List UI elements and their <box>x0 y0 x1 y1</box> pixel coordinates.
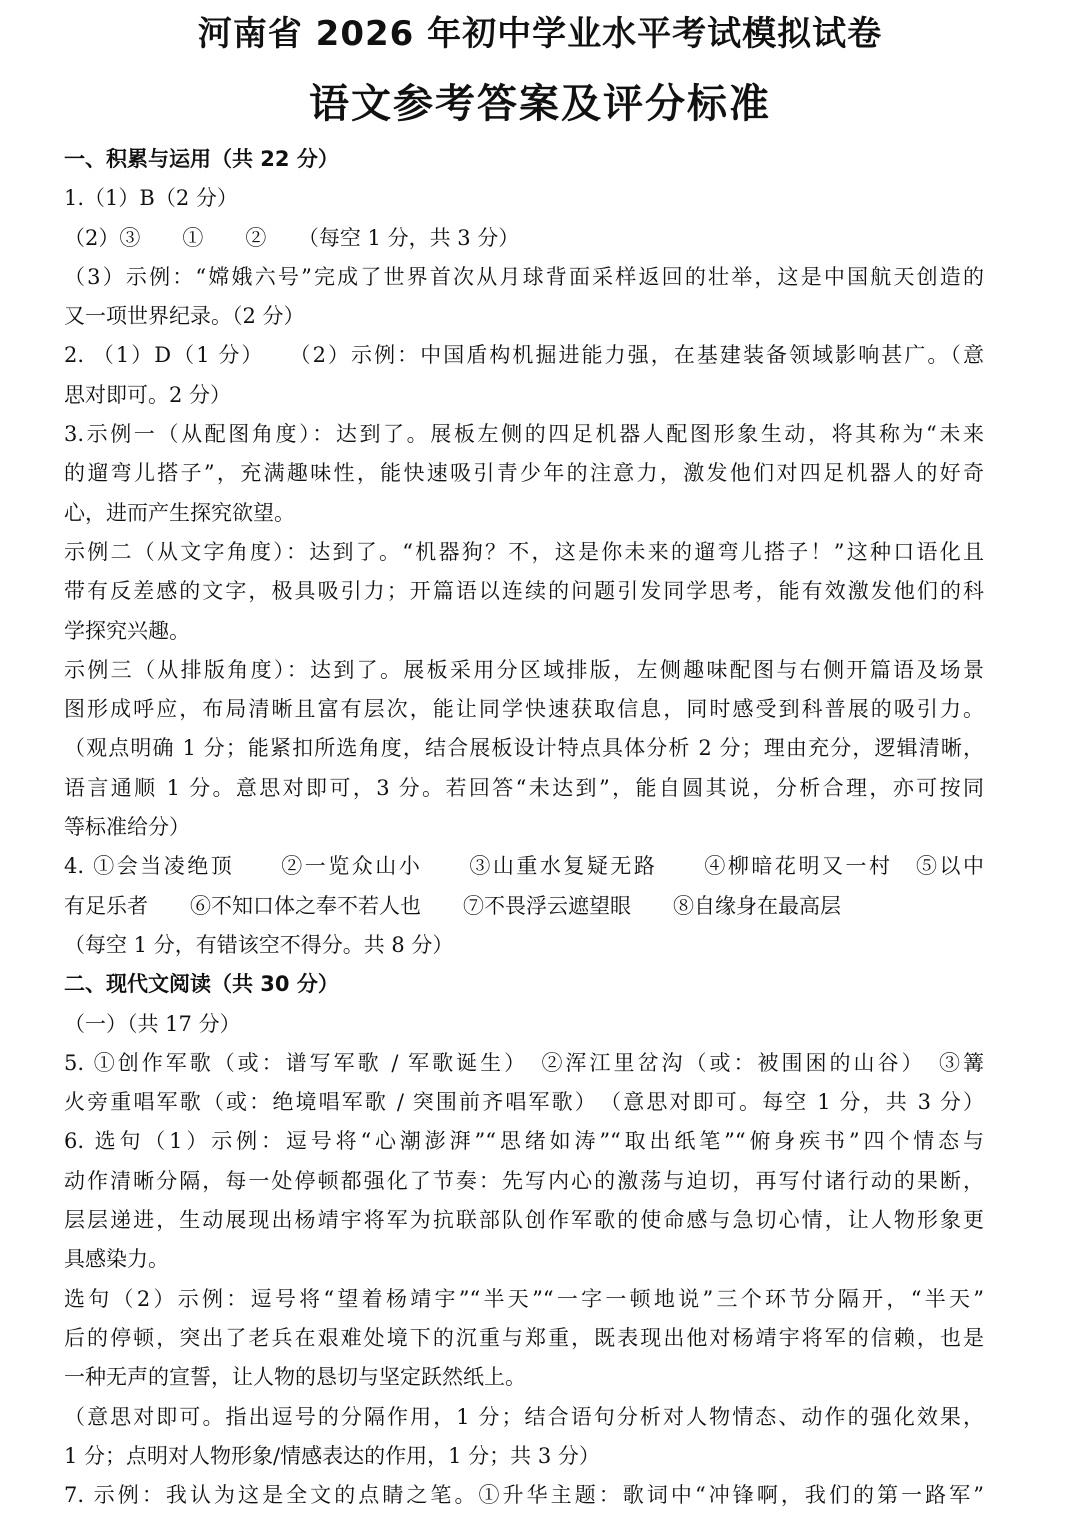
answer-line: （一）（共 17 分） <box>64 1011 241 1036</box>
answer-line: 6. 选句（1）示例：逗号将“心潮澎湃”“思绪如涛”“取出纸笔”“俯身疾书”四个情态与 <box>64 1129 984 1154</box>
answer-line: （观点明确 1 分；能紧扣所选角度，结合展板设计特点具体分析 2 分；理由充分，逻辑清晰， <box>64 736 984 761</box>
answer-line: （2）③ ① ② （每空 1 分，共 3 分） <box>64 225 520 250</box>
answer-line: 选句（2）示例：逗号将“望着杨靖宇”“半天”“一字一顿地说”三个环节分隔开，“半天” <box>64 1286 984 1311</box>
section-heading: 二、现代文阅读（共 30 分） <box>64 972 339 997</box>
answer-line: 2. （1）D（1 分） （2）示例：中国盾构机掘进能力强，在基建装备领域影响甚广。（意 <box>64 343 984 368</box>
answer-content <box>64 140 984 1515</box>
answer-line: 后的停顿，突出了老兵在艰难处境下的沉重与郑重，既表现出他对杨靖宇将军的信赖，也是 <box>64 1325 984 1350</box>
answer-line: 示例三（从排版角度）：达到了。展板采用分区域排版，左侧趣味配图与右侧开篇语及场景 <box>64 657 984 682</box>
answer-line: 语言通顺 1 分。意思对即可，3 分。若回答“未达到”，能自圆其说，分析合理，亦可按同 <box>64 775 984 800</box>
answer-line: 带有反差感的文字，极具吸引力；开篇语以连续的问题引发同学思考，能有效激发他们的科 <box>64 579 984 604</box>
answer-line: 学探究兴趣。 <box>64 618 190 643</box>
answer-line: 7. 示例：我认为这是全文的点睛之笔。①升华主题：歌词中“冲锋啊，我们的第一路军” <box>64 1483 984 1508</box>
answer-line: 等标准给分） <box>64 815 190 840</box>
answer-line: 又一项世界纪录。（2 分） <box>64 304 305 329</box>
answer-line: 3.示例一（从配图角度）：达到了。展板左侧的四足机器人配图形象生动，将其称为“未来 <box>64 422 984 447</box>
answer-line: （每空 1 分，有错该空不得分。共 8 分） <box>64 932 454 957</box>
answer-line: 心，进而产生探究欲望。 <box>64 500 295 525</box>
answer-line: （意思对即可。指出逗号的分隔作用，1 分；结合语句分析对人物情态、动作的强化效果， <box>64 1404 984 1429</box>
answer-line: 火旁重唱军歌（或：绝境唱军歌 / 突围前齐唱军歌） （意思对即可。每空 1 分，共 3 分） <box>64 1090 984 1115</box>
answer-line: 动作清晰分隔，每一处停顿都强化了节奏：先写内心的激荡与迫切，再写付诸行动的果断， <box>64 1168 984 1193</box>
answer-line: 的遛弯儿搭子”，充满趣味性，能快速吸引青少年的注意力，激发他们对四足机器人的好奇 <box>64 461 984 486</box>
answer-line: 思对即可。2 分） <box>64 382 232 407</box>
answer-line: 1 分；点明对人物形象/情感表达的作用，1 分；共 3 分） <box>64 1443 600 1468</box>
document-title: 河南省 2026 年初中学业水平考试模拟试卷 <box>197 14 883 54</box>
document-subtitle: 语文参考答案及评分标准 <box>309 81 771 127</box>
answer-line: 5. ①创作军歌（或：谱写军歌 / 军歌诞生） ②浑江里岔沟（或：被围困的山谷） ③篝 <box>64 1050 984 1075</box>
section-heading: 一、积累与运用（共 22 分） <box>64 147 339 171</box>
answer-line: 层层递进，生动展现出杨靖宇将军为抗联部队创作军歌的使命感与急切心情，让人物形象更 <box>64 1208 984 1233</box>
answer-line: 4. ①会当凌绝顶 ②一览众山小 ③山重水复疑无路 ④柳暗花明又一村 ⑤以中 <box>64 854 984 879</box>
answer-line: 有足乐者 ⑥不知口体之奉不若人也 ⑦不畏浮云遮望眼 ⑧自缘身在最高层 <box>64 893 841 918</box>
answer-line: 一种无声的宣誓，让人物的恳切与坚定跃然纸上。 <box>64 1365 526 1390</box>
answer-line: 示例二（从文字角度）：达到了。“机器狗？不，这是你未来的遛弯儿搭子！”这种口语化且 <box>64 539 984 564</box>
answer-line: （3）示例：“嫦娥六号”完成了世界首次从月球背面采样返回的壮举，这是中国航天创造的 <box>64 264 984 289</box>
answer-line: 图形成呼应，布局清晰且富有层次，能让同学快速获取信息，同时感受到科普展的吸引力。 <box>64 697 984 722</box>
answer-line: 1.（1）B（2 分） <box>64 186 238 211</box>
answer-line: 具感染力。 <box>64 1247 169 1272</box>
